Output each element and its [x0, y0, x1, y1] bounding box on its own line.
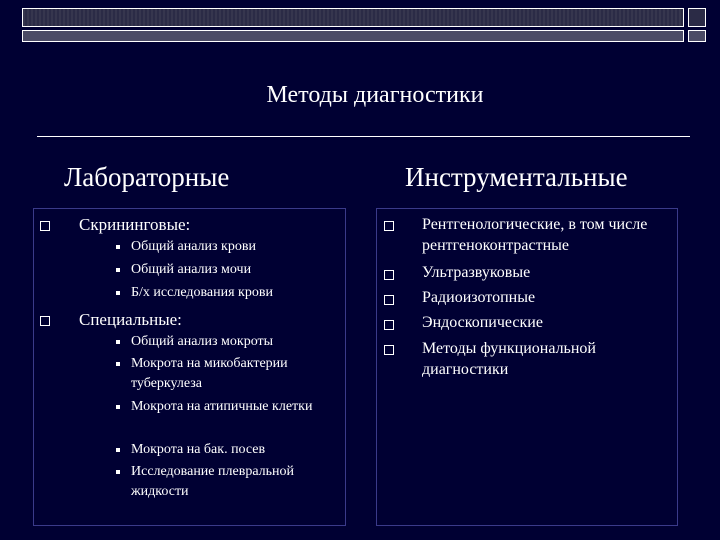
top-square-lower [688, 30, 706, 42]
list-item: Мокрота на атипичные клетки [131, 399, 313, 414]
square-bullet-icon [40, 221, 50, 231]
top-bar-lower [22, 30, 684, 42]
heading-instrumental: Инструментальные [405, 162, 628, 192]
dot-bullet-icon [116, 245, 120, 249]
dot-bullet-icon [116, 405, 120, 409]
dot-bullet-icon [116, 448, 120, 452]
dot-bullet-icon [116, 340, 120, 344]
dot-bullet-icon [116, 362, 120, 366]
list-item: Методы функциональной диагностики [422, 340, 596, 378]
group-label-screening: Скрининговые: [79, 215, 191, 234]
slide-title: Методы диагностики [266, 82, 484, 108]
square-bullet-icon [384, 320, 394, 330]
square-bullet-icon [384, 295, 394, 305]
list-item: Общий анализ мокроты [131, 334, 274, 349]
list-item: Исследование плевральной жидкости [131, 464, 295, 499]
list-item: Рентгенологические, в том числе рентгеноконтрастные [422, 216, 648, 254]
top-bar-upper [22, 8, 684, 27]
title-divider [37, 136, 690, 137]
dot-bullet-icon [116, 268, 120, 272]
list-item: Мокрота на бак. посев [131, 442, 266, 457]
square-bullet-icon [384, 270, 394, 280]
list-item: Радиоизотопные [422, 289, 536, 306]
list-item: Эндоскопические [422, 314, 543, 331]
list-item: Общий анализ крови [131, 239, 256, 254]
list-item: Общий анализ мочи [131, 262, 252, 277]
top-square-upper [688, 8, 706, 27]
list-item: Мокрота на микобактерии туберкулеза [131, 356, 288, 391]
square-bullet-icon [384, 345, 394, 355]
list-item: Б/х исследования крови [131, 285, 273, 300]
dot-bullet-icon [116, 291, 120, 295]
dot-bullet-icon [116, 470, 120, 474]
heading-laboratory: Лабораторные [64, 162, 230, 192]
square-bullet-icon [40, 316, 50, 326]
list-item: Ультразвуковые [422, 264, 531, 281]
group-label-special: Специальные: [79, 310, 182, 329]
decorative-top-bars [0, 8, 720, 44]
square-bullet-icon [384, 221, 394, 231]
